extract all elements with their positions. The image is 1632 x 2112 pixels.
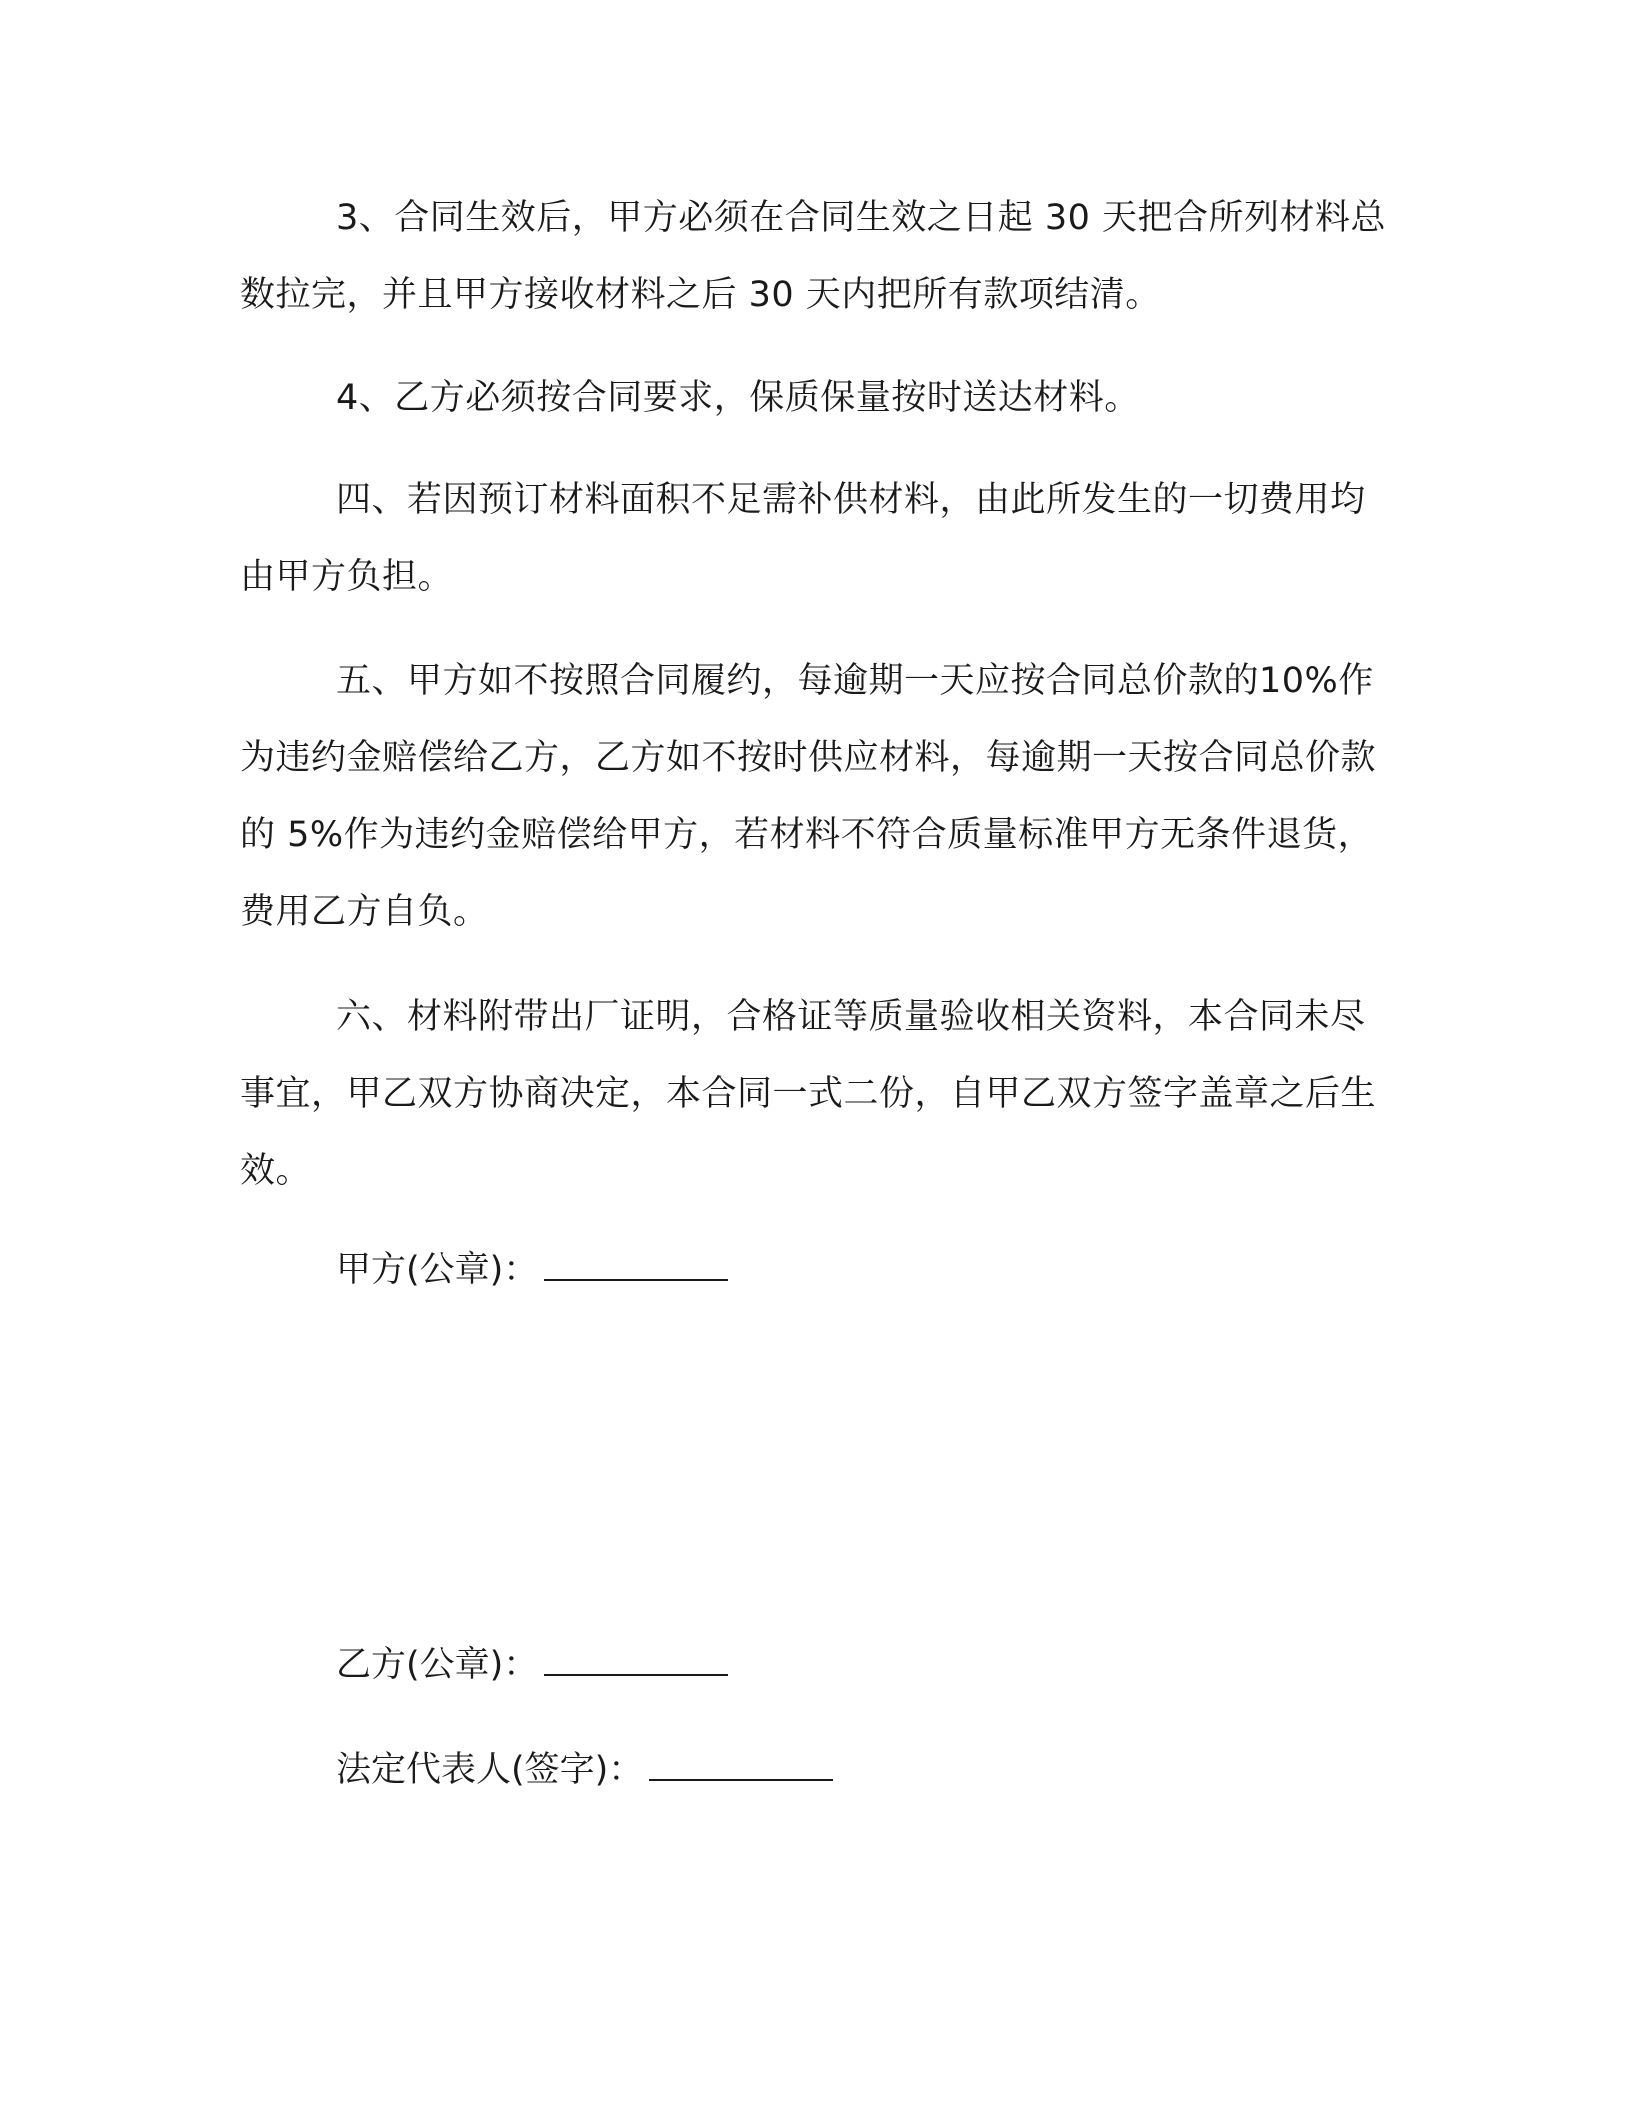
- legal-rep-blank[interactable]: [649, 1749, 833, 1781]
- clause-4-paragraph: 4、乙方必须按合同要求，保质保量按时送达材料。: [336, 378, 1140, 418]
- section-five-paragraph: 五、甲方如不按照合同履约，每逾期一天应按合同总价款的10%作为违约金赔偿给乙方，乙方如不按时供应材料，每逾期一天按合同总价款的 5%作为违约金赔偿给甲方，若材料不符合质量标准甲方无条件退货，费用乙方自负。: [240, 661, 1377, 932]
- party-a-blank[interactable]: [544, 1249, 728, 1281]
- party-b-signature-line: [336, 1635, 728, 1695]
- legal-rep-label: 法定代表人(签字)：: [336, 1750, 644, 1790]
- section-six-paragraph: 六、材料附带出厂证明，合格证等质量验收相关资料，本合同未尽事宜，甲乙双方协商决定，本合同一式二份，自甲乙双方签字盖章之后生效。: [240, 997, 1377, 1191]
- section-four-paragraph: 四、若因预订材料面积不足需补供材料，由此所发生的一切费用均由甲方负担。: [240, 480, 1366, 597]
- legal-rep-signature-line: [336, 1740, 833, 1800]
- party-a-label: 甲方(公章)：: [336, 1250, 539, 1290]
- party-b-blank[interactable]: [544, 1644, 728, 1676]
- clause-3-paragraph: 3、合同生效后，甲方必须在合同生效之日起 30 天把合所列材料总数拉完，并且甲方接收材料之后 30 天内把所有款项结清。: [240, 198, 1387, 315]
- party-a-signature-line: [336, 1240, 728, 1300]
- party-b-label: 乙方(公章)：: [336, 1645, 539, 1685]
